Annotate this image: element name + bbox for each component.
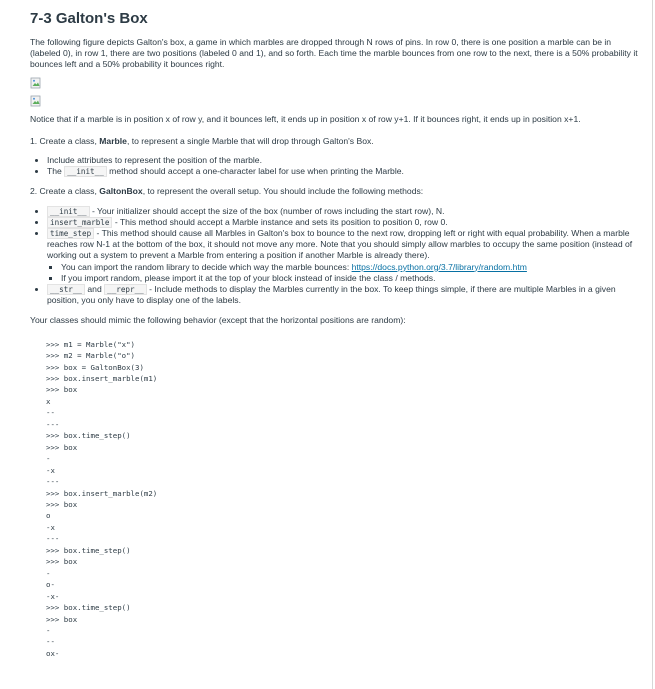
list-item	[61, 262, 644, 273]
broken-image-icon	[30, 77, 42, 89]
list-item-text: The	[47, 166, 65, 177]
random-docs-link[interactable]: https://docs.python.org/3.7/library/random.htm	[351, 261, 527, 272]
list-item-text: - This method should accept a Marble instance and sets its position to position 0, row 0.	[112, 216, 448, 227]
step2-paragraph	[30, 186, 644, 197]
notice-paragraph: Notice that if a marble is in position x of row y, and it bounces left, it ends up in position x of row y+1. If it bounces right, it ends up in position x+1.	[30, 113, 581, 124]
step1-suffix: , to represent a single Marble that will drop through Galton's Box.	[126, 135, 374, 146]
example-code-block: >>> m1 = Marble("x") >>> m2 = Marble("o") >>> box = GaltonBox(3) >>> box.insert_marble(m1) >>> box x -- --- >>> box.time_step() >>> box - -x --- >>> box.insert_marble(m2) >>> box o -x --- >>> box.time_step() >>> box - o- -x- >>> box.time_step() >>> box - -- ox-	[46, 339, 158, 658]
list-item	[47, 228, 644, 284]
list-item-text: - Include methods to display the Marbles currently in the box. To keep things simple, if there are multiple Marbles in a given position, you only have to display one of the labels.	[47, 284, 616, 306]
list-item-text: method should accept a one-character label for use when printing the Marble.	[106, 166, 404, 177]
marble-class-name: Marble	[99, 135, 127, 146]
step1-prefix: 1. Create a class,	[30, 135, 100, 146]
step2-list	[30, 206, 644, 307]
list-item	[47, 206, 644, 217]
list-item	[47, 166, 644, 177]
broken-image-icon	[30, 95, 42, 107]
step1-paragraph	[30, 136, 644, 147]
init-code: __init__	[47, 206, 90, 217]
galtonbox-class-name: GaltonBox	[99, 186, 143, 197]
insert-marble-code: insert_marble	[47, 217, 112, 228]
init-code: __init__	[64, 166, 107, 177]
step2-prefix: 2. Create a class,	[30, 186, 100, 197]
list-item	[47, 217, 644, 228]
repr-code: __repr__	[104, 284, 147, 295]
time-step-code: time_step	[47, 228, 94, 239]
page-title: 7-3 Galton's Box	[30, 10, 148, 27]
list-item-text: You can import the random library to decide which way the marble bounces:	[61, 261, 352, 272]
step1-list	[30, 155, 644, 177]
mimic-paragraph: Your classes should mimic the following behavior (except that the horizontal positions are random):	[30, 315, 406, 326]
list-item-text: - This method should cause all Marbles in Galton's box to bounce to the next row, dropping left or right with equal probability. When a marble reaches row N-1 at the bottom of the box, it should not move any more. Note that you should simply allow marbles to occupy the same position (instead of working out a system to prevent a Marble from entering a position if another Marble is already there).	[47, 228, 633, 261]
intro-paragraph: The following figure depicts Galton's box, a game in which marbles are dropped through N rows of pins. In row 0, there is one position a marble can be in (labeled 0), in row 1, there are two positions (labeled 0 and 1), and so forth. Each time the marble bounces from one row to the next, there is a 50% probability it bounces left and a 50% probability it bounces right.	[30, 37, 638, 70]
list-item-text: - Your initializer should accept the size of the box (number of rows including the start row), N.	[89, 205, 445, 216]
list-item	[47, 284, 644, 306]
time-step-sublist	[47, 262, 644, 284]
step2-suffix: , to represent the overall setup. You should include the following methods:	[142, 186, 424, 197]
list-item-text: If you import random, please import it at the top of your block instead of inside the class / methods.	[61, 272, 436, 283]
list-item	[47, 155, 644, 166]
str-code: __str__	[47, 284, 85, 295]
list-item-text: and	[85, 284, 105, 295]
list-item-text: Include attributes to represent the position of the marble.	[47, 155, 262, 166]
list-item	[61, 273, 644, 284]
